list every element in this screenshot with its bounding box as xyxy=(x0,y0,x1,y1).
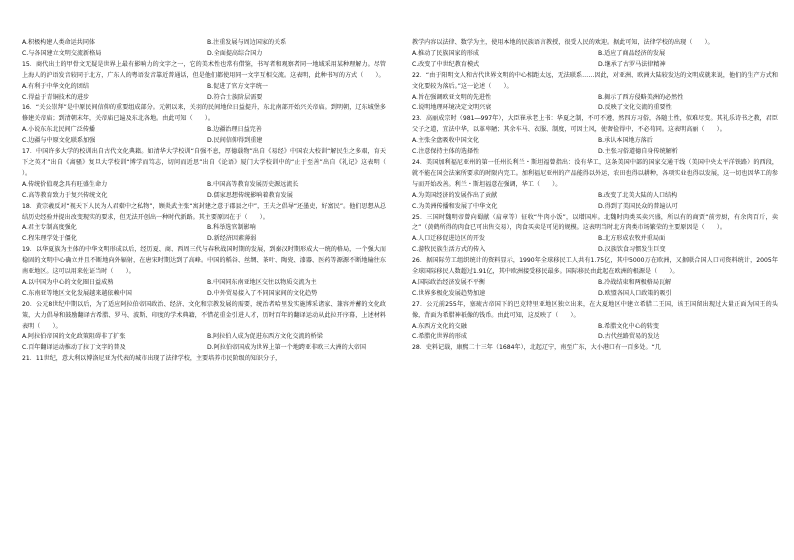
answer-option[interactable]: B.边疆治理日益完善 xyxy=(207,126,262,134)
answer-option[interactable]: C.游牧民族生活方式的传入 xyxy=(412,246,486,254)
answer-option[interactable]: C.高等教育致力于复兴传统文化 xyxy=(22,191,108,199)
answer-option[interactable]: B.希腊文化中心的转变 xyxy=(598,322,659,330)
question-q16 xyxy=(22,103,386,147)
answer-option[interactable]: A.传统价值观念具有旺盛生命力 xyxy=(22,180,108,188)
question-q14tail xyxy=(22,38,386,60)
question-q18 xyxy=(22,202,386,246)
question-text: 18．黄宗羲反对“视天下人民为人君橐中之私物”，顾炎武主张“寓封建之意于郡县之中”，王夫之倡导“还墨吏，好富民”。他们思想从总结历史经验并提出改变现实的要求，但无法开创出一种时代新路。其主要原因在于（ ）。 xyxy=(22,202,386,221)
question-q27 xyxy=(412,300,778,344)
answer-option[interactable]: D.符合士族阶层需要 xyxy=(207,93,263,101)
answer-option[interactable]: C.边疆与中原文化联系加强 xyxy=(22,137,96,145)
question-q21cont xyxy=(412,38,778,71)
question-text: 23．高丽成宗时（981―997年），大臣崔承老上书：华夏之制，不可不遵，然四方习俗，各随土性，似难尽变。其礼乐诗书之教，君臣父子之道，宜法中华，以革卑陋；其余车马、衣服、制度，可因土风，使奢俭得中，不必苟同。这表明高丽（ ）。 xyxy=(412,115,778,134)
question-text: 25．三国时魏明帝曾向蜀献（肩章等）征收“牛肉小饭”，以增国库。北魏时肉类买卖兴盛，所以有的商贾“前旁厨，有余肉百斤，卖之”（黄鹤所得的肉食已可出售交易），肉食买卖是可见的规模。这表明当时北方肉类市场繁荣的主要原因是（ ）。 xyxy=(412,213,778,232)
answer-option[interactable]: B.促进了官方文字统一 xyxy=(207,82,268,90)
answer-option[interactable]: D.古代丝路贸易的发达 xyxy=(598,333,660,341)
answer-option[interactable]: A.旨在强调欧亚文明的先进性 xyxy=(412,93,492,101)
answer-option[interactable]: B.承认本国地方落后 xyxy=(598,137,653,145)
question-text: 16．“关公崇拜”是中原民间信仰的重要组成部分。元朝以来，关羽的民间地位日益提升，东北南部开始兴关帝庙。到明朝，辽东城堡多修建关帝庙；到清朝末年，关帝庙已遍及东北各地。由此可知（ ）。 xyxy=(22,104,386,123)
answer-option[interactable]: D.儒家思想传统影响着教育发展 xyxy=(207,191,293,199)
answer-option[interactable]: B.改变了北美大陆的人口结构 xyxy=(598,191,678,199)
answer-option[interactable]: D.中外贸易接入了不同国家间的文化趋势 xyxy=(207,289,318,297)
question-text: 21．11世纪，意大利以博洛尼亚为代表的城市出现了法律学校，主要培养市民阶级的知识分子， xyxy=(22,355,282,363)
answer-option[interactable]: B.冷战结束和两极格局瓦解 xyxy=(598,278,672,286)
option-list xyxy=(22,82,386,104)
option-list xyxy=(22,38,386,60)
answer-option[interactable]: A.积极构建人类命运共同体 xyxy=(22,39,96,46)
question-text: 15．商代出土的甲骨文无疑是世界上最有影响力的文字之一，它的美术性也常有借鉴，书写者和观察者同一地域采用某种理解力。尽管上海人的沪语发音较同于北方，广东人的粤语发音靠近普通话，但是他们都使用同一文字互相交流。这表明，此种书写的方式（ ）。 xyxy=(22,60,386,79)
option-list xyxy=(412,93,778,115)
answer-option[interactable]: C.为美洲传播和发展了中华文化 xyxy=(412,202,498,210)
answer-option[interactable]: B.揭示了西方侵略美洲的必然性 xyxy=(598,93,684,101)
answer-option[interactable]: C.百年翻译运动推动了拉丁文字的普及 xyxy=(22,344,126,352)
answer-option[interactable]: A.国际政治经济发展不平衡 xyxy=(412,278,486,286)
option-list xyxy=(22,180,386,202)
answer-option[interactable]: D.阿拉伯帝国成为世界上第一个地跨亚非欧三大洲的大帝国 xyxy=(207,344,366,352)
answer-option[interactable]: A.推动了民族国家的形成 xyxy=(412,49,479,57)
left-column xyxy=(22,38,399,365)
option-list xyxy=(22,223,386,245)
answer-option[interactable]: A.人口迁移促进边区的开发 xyxy=(412,235,486,243)
answer-option[interactable]: B.中国同东南亚地区交往以物质交流为主 xyxy=(207,278,317,286)
question-q24 xyxy=(412,158,778,213)
option-list xyxy=(412,278,778,300)
answer-option[interactable]: C.世界多极化发展趋势加速 xyxy=(412,289,486,297)
answer-option[interactable]: C.得益于青铜技术的进步 xyxy=(22,93,90,101)
question-text: 27．公元前255年，塞琉古帝国下的巴克特里亚地区独立出来，在大夏地区中建立希腊二王国，该王国留出现过大量正面为国王的头像，背面为希腊神祇像的钱币。由此可知，这反映了（ ）。 xyxy=(412,300,778,319)
answer-option[interactable]: C.与各国建立文明交流新格局 xyxy=(22,49,102,57)
answer-option[interactable]: D.民间信仰得到重建 xyxy=(207,137,263,145)
question-q15 xyxy=(22,60,386,104)
question-text: 24．美国加利福尼亚州的第一任州长利兰・斯坦福曾指出：没有华工，这条美国中部的国家交通干线（美国中央太平洋铁路）的西段，就不能在国会法案所要求的时限内完工。加利福尼亚州的产品能得以外运，农田也得以耕种，各项实业也得以发展，这一切也因华工的参与而开始改善。利兰・斯坦福意在强调，华工（ ）。 xyxy=(412,158,778,188)
answer-option[interactable]: A.东西方文化的交融 xyxy=(412,322,467,330)
answer-option[interactable]: B.北方形成农牧并重局面 xyxy=(598,235,666,243)
answer-option[interactable]: D.得到了美国民众的普遍认可 xyxy=(598,202,678,210)
option-list xyxy=(22,332,386,354)
answer-option[interactable]: C.改变了中世纪教育模式 xyxy=(412,60,480,68)
question-text: 17．中国许多大学的校训出自古代文化典籍。如清华大学校训“自强不息，厚德载物”出自《易经》中国农大校训“解民生之多艰，育天下之英才”出自《离骚》复旦大学校训“博学而笃志，切问而近思”出自《论语》厦门大学校训中的“止于至善”出自《礼记》这表明（ ）。 xyxy=(22,148,399,177)
option-list xyxy=(412,322,778,344)
question-q20 xyxy=(22,300,386,355)
question-q28 xyxy=(412,343,778,354)
answer-option[interactable]: D.欧盟各国人口政策的吸引 xyxy=(598,289,672,297)
answer-option[interactable]: B.注重发展与周边国家的关系 xyxy=(207,39,287,46)
question-text: 教学内容以法律、数学为主，使用本地的民族语言教授，很受人民的欢迎。据此可知，法律学校的出现（ ）。 xyxy=(412,39,714,46)
answer-option[interactable]: A.阿拉伯帝国的文化政策阻碍非了扩张 xyxy=(22,333,126,341)
question-text: 22．“由于阳明文人和古代世界文明的中心相距太远，无法联系……因此，对亚洲、欧洲大陆较发达的文明成就来说，他们的生产方式和文化要较为落后。”这一论述（ ）。 xyxy=(412,71,778,90)
answer-option[interactable]: A.有利于中华文化的团结 xyxy=(22,82,89,90)
answer-option[interactable]: B.适应了商品经济的发展 xyxy=(598,49,666,57)
answer-option[interactable]: D.汉族饮食习惯发生巨变 xyxy=(598,246,666,254)
answer-option[interactable]: A.君主专制高度强化 xyxy=(22,224,77,232)
option-list xyxy=(412,49,778,71)
question-q21 xyxy=(22,354,386,365)
option-list xyxy=(22,125,386,147)
question-q17 xyxy=(22,147,399,202)
answer-option[interactable]: B.中国高等教育发展历史源远流长 xyxy=(207,180,299,188)
answer-option[interactable]: B.科举选官制影响 xyxy=(207,224,256,232)
question-text: 20．公元8世纪中期以后，为了适应阿拉伯帝国政治、经济、文化和宗教发展的需要，统治者哈里发实施博采诸家、兼容并蓄的文化政策，大力倡导和鼓励翻译古希腊、罗马、波斯、印度的学术典籍，不惜花重金引进人才，历时百年的翻译运动从此拉开序幕，上述材料表明（ ）。 xyxy=(22,300,386,330)
option-list xyxy=(412,234,778,256)
answer-option[interactable]: A.主张全盘吸收中国文化 xyxy=(412,137,479,145)
question-q26 xyxy=(412,256,778,300)
option-list xyxy=(22,278,386,300)
answer-option[interactable]: D.全面提高综合国力 xyxy=(207,49,263,57)
question-text: 19．以华夏族为主体的中华文明形成以后，经历夏、商、西周三代与春秋战国时期的发展，到秦汉时期形成大一统的格局，一个强大而稳固的文明中心确立并且不断地向外辐射，在唐宋时期达到了高峰。中国的稻谷、丝绸、茶叶、陶瓷、漆器、医药等源源不断地输往东南亚地区。这可以用来佐证当时（ ）。 xyxy=(22,246,386,276)
answer-option[interactable]: D.新经济因素薄弱 xyxy=(207,235,257,243)
answer-option[interactable]: C.注意保持主体的选择性 xyxy=(412,148,480,156)
answer-option[interactable]: A.小说东东北民间广泛传播 xyxy=(22,126,96,134)
answer-option[interactable]: C.希腊化世界的形成 xyxy=(412,333,467,341)
right-column xyxy=(412,38,778,354)
answer-option[interactable]: A.以中国为中心的文化圈日益成熟 xyxy=(22,278,114,286)
answer-option[interactable]: D.继承了古罗马法律精神 xyxy=(598,60,666,68)
question-q19 xyxy=(22,245,386,300)
answer-option[interactable]: B.阿拉伯人成为促进东西方文化交流的桥梁 xyxy=(207,333,323,341)
answer-option[interactable]: D.主张习俗道德自身传统解析 xyxy=(598,148,678,156)
answer-option[interactable]: C.说明地理环境决定文明兴衰 xyxy=(412,104,492,112)
question-q22 xyxy=(412,71,778,115)
answer-option[interactable]: D.反映了文化交流的重要性 xyxy=(598,104,672,112)
question-text: 26．据国际劳工组织统计的资料显示，1990年全球移民工人共有1.75亿，其中5000万在欧洲，又据联合国人口司资料统计，2005年全球国际移民人数超过1.91亿，其中欧洲接受移民最多。国际移民由此起在欧洲的根源是（ ）。 xyxy=(412,257,778,276)
question-text: 28．史料记载，康熙二十三年（1684年），北起辽宁，南至广东，大小港口有一百多处。“几 xyxy=(412,344,661,352)
option-list xyxy=(412,191,778,213)
answer-option[interactable]: A.为美国经济的发展作出了贡献 xyxy=(412,191,498,199)
question-q25 xyxy=(412,213,778,257)
option-list xyxy=(412,136,778,158)
answer-option[interactable]: C.程朱理学处于僵化 xyxy=(22,235,77,243)
question-q23 xyxy=(412,114,778,158)
answer-option[interactable]: C.东南亚等地区文化发展越来越依赖中国 xyxy=(22,289,132,297)
